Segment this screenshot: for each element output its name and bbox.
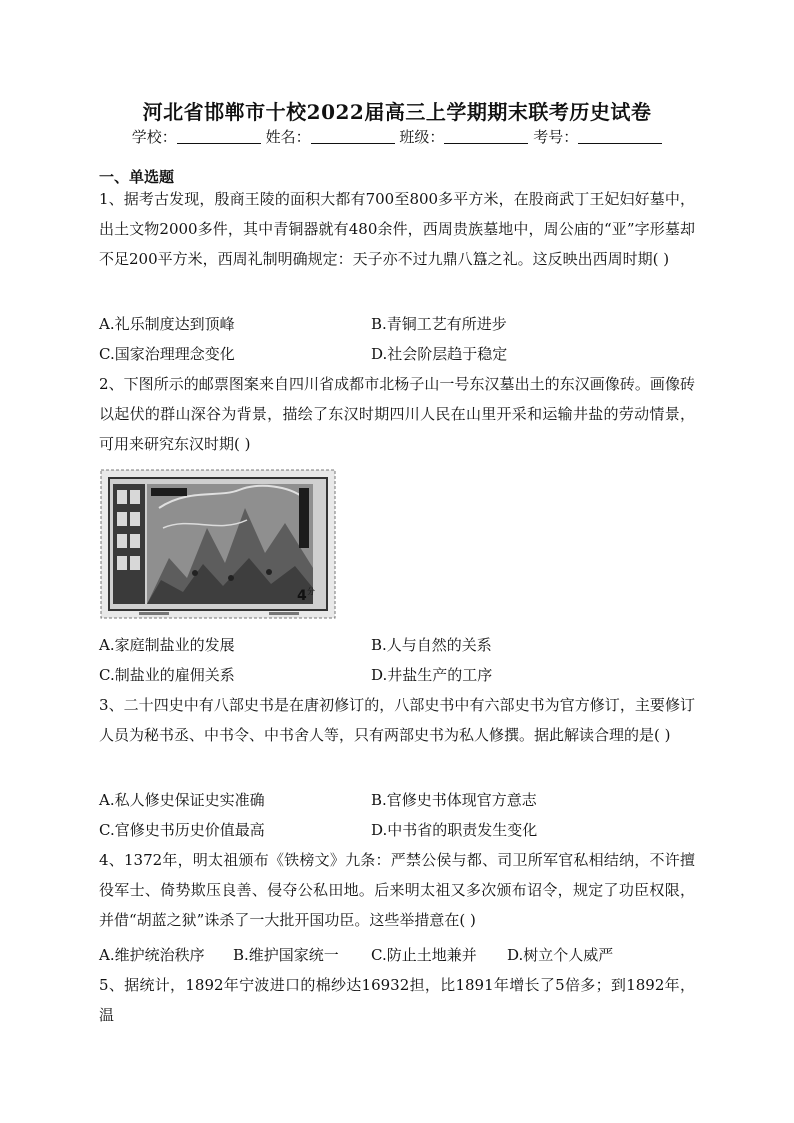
- section-title: 一、单选题: [99, 168, 175, 186]
- question-3-option-b[interactable]: B.官修史书体现官方意志: [371, 791, 537, 809]
- question-1-option-b[interactable]: B.青铜工艺有所进步: [371, 315, 507, 333]
- svg-text:4: 4: [297, 588, 307, 604]
- question-2-option-b[interactable]: B.人与自然的关系: [371, 636, 492, 654]
- class-blank[interactable]: [444, 129, 528, 144]
- name-blank[interactable]: [311, 129, 395, 144]
- stamp-image: [99, 468, 337, 620]
- svg-text:分: 分: [307, 587, 315, 596]
- question-1-stem: 1、据考古发现，殷商王陵的面积大都有700至800多平方米，在股商武丁王妃妇好墓中，出土文物2000多件，其中青铜器就有480余件，西周贵族墓地中，周公庙的“亚”字形墓却不足200平方米，西周礼制明确规定：天子亦不过九鼎八簋之礼。这反映出西周时期( ): [99, 190, 695, 268]
- number-blank[interactable]: [578, 129, 662, 144]
- school-label: 学校：: [131, 128, 177, 146]
- question-2-option-c[interactable]: C.制盐业的雇佣关系: [99, 666, 235, 684]
- question-4-option-a[interactable]: A.维护统治秩序: [99, 946, 205, 964]
- question-1-option-c[interactable]: C.国家治理理念变化: [99, 345, 235, 363]
- question-3-stem: 3、二十四史中有八部史书是在唐初修订的，八部史书中有六部史书为官方修订，主要修订人员为秘书丞、中书令、中书舍人等，只有两部史书为私人修撰。据此解读合理的是( ): [99, 696, 695, 744]
- student-info-line: [0, 126, 794, 147]
- class-label: 班级：: [399, 128, 445, 146]
- question-4-option-b[interactable]: B.维护国家统一: [233, 946, 339, 964]
- school-blank[interactable]: [177, 129, 261, 144]
- question-4-stem: 4、1372年，明太祖颁布《铁榜文》九条：严禁公侯与都、司卫所军官私相结纳，不许擅役军士、倚势欺压良善、侵夺公私田地。后来明太祖又多次颁布诏令，规定了功臣权限，并借“胡蓝之狱”诛杀了一大批开国功臣。这些举措意在( ): [99, 851, 695, 929]
- question-2-stem: 2、下图所示的邮票图案来自四川省成都市北杨子山一号东汉墓出土的东汉画像砖。画像砖以起伏的群山深谷为背景，描绘了东汉时期四川人民在山里开采和运输井盐的劳动情景，可用来研究东汉时期( ): [99, 375, 695, 453]
- name-label: 姓名：: [265, 128, 311, 146]
- exam-title: 河北省邯郸市十校2022届高三上学期期末联考历史试卷: [142, 100, 652, 124]
- question-4-option-d[interactable]: D.树立个人威严: [507, 946, 614, 964]
- question-3-option-a[interactable]: A.私人修史保证史实准确: [99, 791, 265, 809]
- question-2-option-a[interactable]: A.家庭制盐业的发展: [99, 636, 235, 654]
- question-1-option-d[interactable]: D.社会阶层趋于稳定: [371, 345, 508, 363]
- question-5-stem: 5、据统计，1892年宁波进口的棉纱达16932担，比1891年增长了5倍多；到1892年，温: [99, 976, 695, 1024]
- question-2-option-d[interactable]: D.井盐生产的工序: [371, 666, 493, 684]
- question-3-option-c[interactable]: C.官修史书历史价值最高: [99, 821, 265, 839]
- question-3-option-d[interactable]: D.中书省的职责发生变化: [371, 821, 538, 839]
- number-label: 考号：: [533, 128, 579, 146]
- question-4-option-c[interactable]: C.防止土地兼并: [371, 946, 477, 964]
- question-1-option-a[interactable]: A.礼乐制度达到顶峰: [99, 315, 235, 333]
